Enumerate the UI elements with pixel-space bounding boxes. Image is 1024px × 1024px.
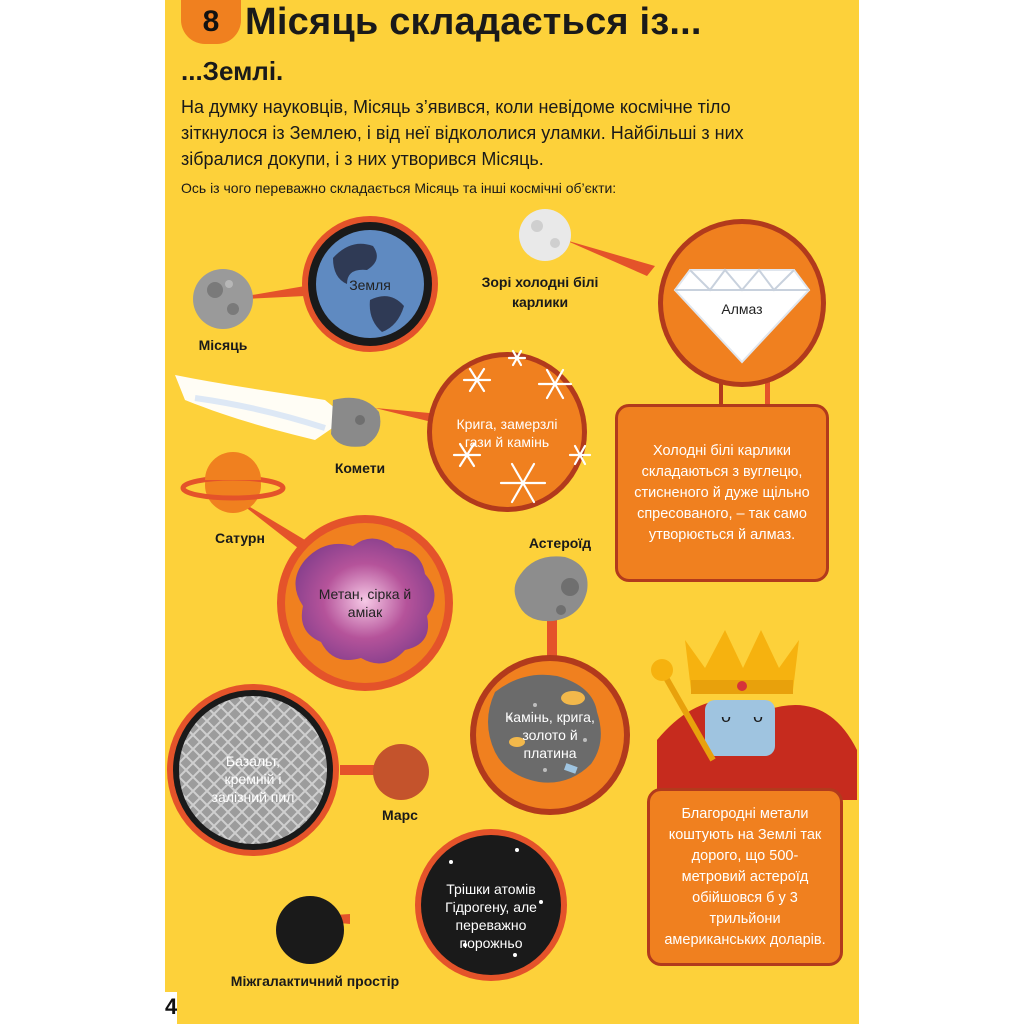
label-comets: Комети [334,460,386,476]
fact-box-metals [647,788,843,966]
label-white-dwarfs: Зорі холодні білі карлики [481,274,599,310]
material-methane: Метан, сірка й аміак [318,586,412,620]
white-dwarf-illustration [519,209,571,261]
chapter-number: 8 [181,0,241,44]
material-ice: Крига, замерзлі гази й камінь [456,416,558,450]
material-stone: Камінь, крига, золото й платина [505,709,595,761]
page-title: Місяць складається із... [245,1,702,43]
asteroid-illustration [515,556,588,621]
svg-text:ᴗ: ᴗ [753,706,764,726]
fact-box-white-dwarfs [615,404,829,582]
king-illustration [651,630,857,800]
saturn-illustration [183,452,283,513]
page-subtitle: ...Землі. [181,56,284,86]
material-basalt: Базальт, кремній і залізний пил [211,753,295,805]
fact-white-dwarfs-text: Холодні білі карлики складаються з вуглецю, стисненого й дуже щільно спресованого, – так само утворюється й алмаз. [634,442,810,543]
material-atoms: Трішки атомів Гідрогену, але переважно порожньо [445,881,537,951]
lead-sentence: Ось із чого переважно складається Місяць та інші космічні об’єкти: [181,180,617,196]
page-number: 4 [165,992,177,1024]
mars-illustration [373,744,429,800]
moon-illustration [193,269,253,329]
label-moon: Місяць [198,337,248,353]
fact-metals-text: Благородні метали коштують на Землі так дорого, що 500-метровий астероїд обійшовся б у 3 трильйони американських доларів. [664,805,826,948]
intro-paragraph: На думку науковців, Місяць з’явився, коли невідоме космічне тіло зіткнулося із Землею, і від неї відкололися уламки. Найбільші з них зібралися докупи, і з них утворився Місяць. [181,97,744,169]
svg-text:ᴗ: ᴗ [721,706,732,726]
comet-illustration [175,375,380,447]
material-diamond: Алмаз [721,301,763,317]
label-saturn: Сатурн [215,530,265,546]
label-intergalactic-space: Міжгалактичний простір [230,973,400,989]
material-earth: Земля [349,277,391,293]
book-page [165,0,859,1024]
label-asteroid: Астероїд [528,535,592,551]
label-mars: Марс [382,807,418,823]
